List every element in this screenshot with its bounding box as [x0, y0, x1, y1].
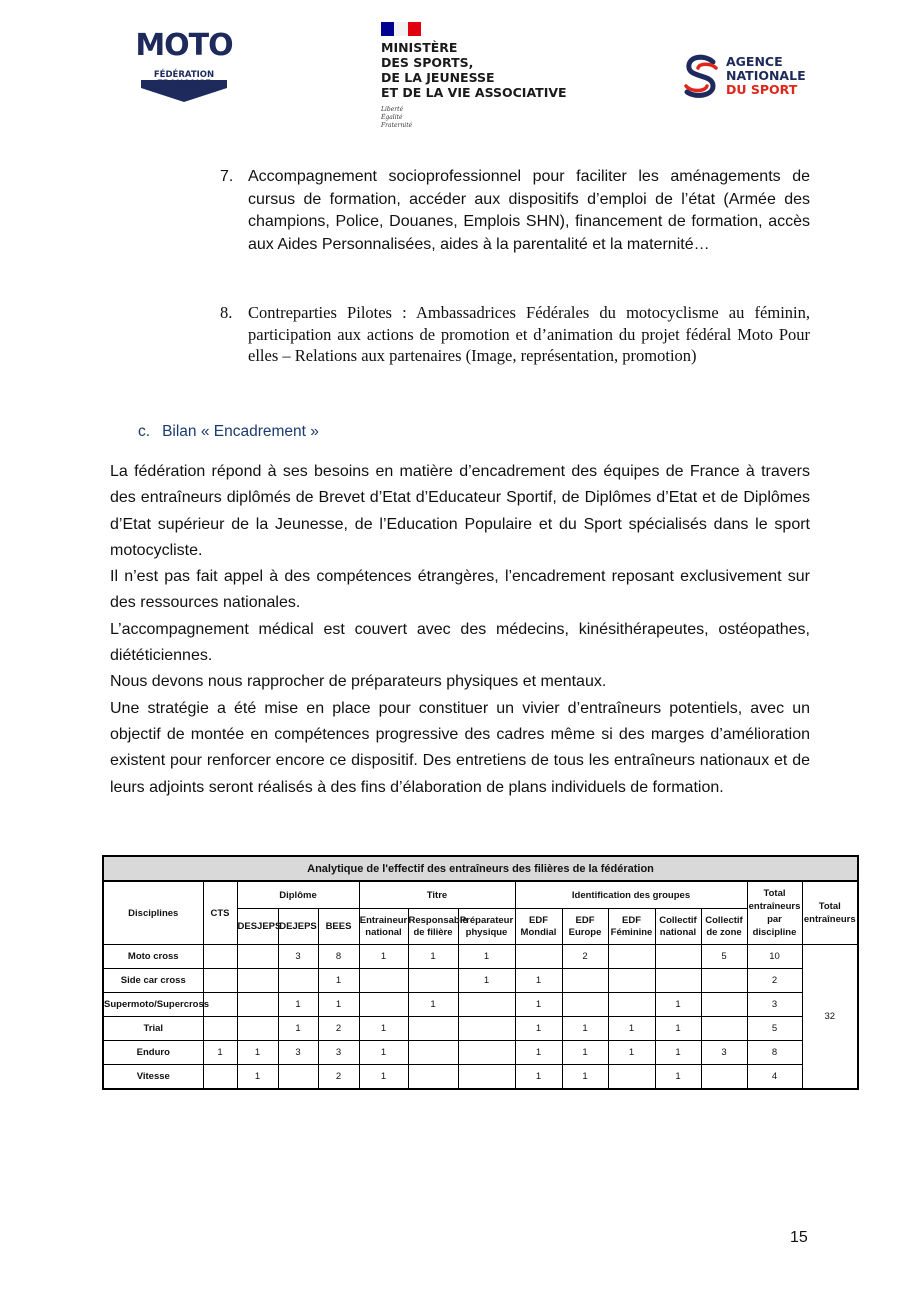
header-bees: BEES — [318, 909, 359, 945]
discipline-cell: Side car cross — [103, 969, 203, 993]
header-edf-europe: EDF Europe — [562, 909, 608, 945]
table-cell: 1 — [515, 1065, 562, 1090]
table-cell: 5 — [701, 945, 747, 969]
table-cell: 1 — [278, 993, 318, 1017]
table-cell: 1 — [562, 1065, 608, 1090]
table-cell: 1 — [562, 1017, 608, 1041]
section-heading — [138, 423, 319, 441]
table-cell — [203, 1017, 237, 1041]
table-cell: 1 — [237, 1065, 278, 1090]
table-cell: 1 — [458, 945, 515, 969]
table-cell: 10 — [747, 945, 802, 969]
table-cell — [458, 1065, 515, 1090]
table-cell — [608, 969, 655, 993]
header-preparateur-physique: Préparateur physique — [458, 909, 515, 945]
table-cell: 3 — [278, 945, 318, 969]
body-paragraphs — [110, 459, 810, 801]
table-cell: 1 — [237, 1041, 278, 1065]
table-cell — [408, 1017, 458, 1041]
table-cell: 1 — [408, 945, 458, 969]
table-cell — [203, 945, 237, 969]
table-cell — [655, 969, 701, 993]
table-cell: 3 — [318, 1041, 359, 1065]
ministry-line-2: DES SPORTS, — [381, 55, 474, 70]
header-diplome: Diplôme — [237, 881, 359, 909]
grand-total-cell: 32 — [802, 945, 858, 1090]
header-edf-mondial: EDF Mondial — [515, 909, 562, 945]
table-cell: 3 — [747, 993, 802, 1017]
table-row — [103, 1017, 858, 1041]
paragraph: La fédération répond à ses besoins en matière d’encadrement des équipes de France à travers des entraîneurs diplômés de Brevet d’Etat d’Educateur Sportif, de Diplômes d’Etat et de Diplômes d’Etat supérieur de la Jeunesse, de l’Education Populaire et du Sport spécialisés dans le sport motocycliste. — [110, 463, 810, 559]
table-cell — [701, 1065, 747, 1090]
header-total-discipline: Total entraîneurs par discipline — [747, 881, 802, 945]
paragraph: Il n’est pas fait appel à des compétences étrangères, l’encadrement reposant exclusivement sur des ressources nationales. — [110, 568, 810, 612]
paragraph: Une stratégie a été mise en place pour constituer un vivier d’entraîneurs potentiels, avec un objectif de montée en compétences progressive des cadres même si des marges d’amélioration existent pour renforcer encore ce dispositif. Des entretiens de tous les entraîneurs nationaux et de leurs adjoints seront réalisés à des fins d’élaboration de plans individuels de formation. — [110, 699, 810, 796]
header-identification: Identification des groupes — [515, 881, 747, 909]
table-cell: 5 — [747, 1017, 802, 1041]
list-item-8 — [220, 302, 810, 367]
table-cell: 1 — [278, 1017, 318, 1041]
table-cell: 1 — [608, 1017, 655, 1041]
table-cell: 4 — [747, 1065, 802, 1090]
discipline-cell: Moto cross — [103, 945, 203, 969]
header-cts: CTS — [203, 881, 237, 945]
discipline-cell: Enduro — [103, 1041, 203, 1065]
header-entraineur-national: Entraineur national — [359, 909, 408, 945]
header-responsable-filiere: Responsable de filière — [408, 909, 458, 945]
table-cell — [203, 969, 237, 993]
table-cell: 1 — [408, 993, 458, 1017]
table-cell: 1 — [608, 1041, 655, 1065]
section-title: Bilan « Encadrement » — [162, 423, 319, 440]
table-cell: 1 — [203, 1041, 237, 1065]
discipline-cell: Trial — [103, 1017, 203, 1041]
header-disciplines: Disciplines — [103, 881, 203, 945]
ans-line-1: AGENCE — [726, 54, 783, 69]
discipline-cell: Supermoto/Supercross — [103, 993, 203, 1017]
item-text: Contreparties Pilotes : Ambassadrices Fédérales du motocyclisme au féminin, participation aux actions de promotion et d’animation du projet fédéral Moto Pour elles – Relations aux partenaires (Image, représentation, promotion) — [248, 303, 810, 365]
table-cell: 2 — [318, 1065, 359, 1090]
motto-liberte: Liberté — [381, 106, 404, 113]
table-row — [103, 1041, 858, 1065]
ffm-logo — [131, 28, 237, 104]
table-cell: 1 — [318, 969, 359, 993]
table-cell — [562, 969, 608, 993]
table-cell — [359, 969, 408, 993]
ministry-line-1: MINISTÈRE — [381, 40, 458, 55]
item-text: Accompagnement socioprofessionnel pour faciliter les aménagements de cursus de formation, accéder aux dispositifs d’emploi de l’état (Armée des champions, Police, Douanes, Emplois SHN), financement de formation, accès aux Aides Personnalisées, aides à la parentalité et la maternité… — [248, 168, 810, 253]
ministry-line-4: ET DE LA VIE ASSOCIATIVE — [381, 85, 567, 100]
table-cell: 8 — [318, 945, 359, 969]
table-cell — [608, 1065, 655, 1090]
header-total: Total entraîneurs — [802, 881, 858, 945]
table-cell — [608, 993, 655, 1017]
table-cell — [458, 993, 515, 1017]
table-cell — [701, 1017, 747, 1041]
table-cell — [408, 1065, 458, 1090]
paragraph: Nous devons nous rapprocher de préparateurs physiques et mentaux. — [110, 673, 607, 691]
table-row — [103, 1065, 858, 1090]
table-cell — [701, 993, 747, 1017]
table-cell: 1 — [359, 1017, 408, 1041]
french-flag-icon — [381, 22, 421, 36]
table-cell: 1 — [515, 1041, 562, 1065]
table-cell: 3 — [278, 1041, 318, 1065]
table-cell: 2 — [318, 1017, 359, 1041]
header-collectif-national: Collectif national — [655, 909, 701, 945]
table-cell: 1 — [359, 945, 408, 969]
header-edf-feminine: EDF Féminine — [608, 909, 655, 945]
table-cell — [655, 945, 701, 969]
agence-nationale-sport-logo — [683, 52, 823, 102]
table-cell: 1 — [458, 969, 515, 993]
table-cell: 1 — [655, 1041, 701, 1065]
table-cell — [515, 945, 562, 969]
item-number: 7. — [220, 168, 234, 185]
table-body — [103, 945, 858, 1090]
list-item-7 — [220, 166, 810, 256]
table-cell — [458, 1041, 515, 1065]
header-desjeps: DESJEPS — [237, 909, 278, 945]
table-cell: 1 — [359, 1065, 408, 1090]
table-cell: 8 — [747, 1041, 802, 1065]
table-cell: 1 — [515, 969, 562, 993]
table-cell — [237, 993, 278, 1017]
table-cell: 1 — [359, 1041, 408, 1065]
table-row — [103, 993, 858, 1017]
ministry-line-3: DE LA JEUNESSE — [381, 70, 495, 85]
table-cell — [701, 969, 747, 993]
table-cell: 1 — [318, 993, 359, 1017]
table-cell — [359, 993, 408, 1017]
header-collectif-zone: Collectif de zone — [701, 909, 747, 945]
federation-text: FÉDÉRATION — [153, 70, 215, 80]
item-number: 8. — [220, 303, 233, 322]
table-row — [103, 945, 858, 969]
table-cell: 2 — [562, 945, 608, 969]
moto-wordmark: MOTO — [135, 28, 233, 63]
table-title: Analytique de l'effectif des entraîneurs des filières de la fédération — [103, 856, 858, 881]
table-row — [103, 969, 858, 993]
table-cell — [408, 969, 458, 993]
header-dejeps: DEJEPS — [278, 909, 318, 945]
table-cell: 2 — [747, 969, 802, 993]
table-cell — [408, 1041, 458, 1065]
table-cell — [608, 945, 655, 969]
table-cell — [278, 969, 318, 993]
ans-line-2: NATIONALE — [726, 68, 806, 83]
table-cell — [237, 1017, 278, 1041]
table-cell: 1 — [515, 993, 562, 1017]
ministry-logo — [381, 22, 591, 134]
table-cell — [203, 1065, 237, 1090]
coaches-table — [102, 855, 859, 1090]
table-cell: 3 — [701, 1041, 747, 1065]
motto-fraternite: Fraternité — [381, 122, 413, 129]
table-cell: 1 — [655, 1065, 701, 1090]
ans-line-3: DU SPORT — [726, 82, 798, 97]
table-cell — [458, 1017, 515, 1041]
francaise-text: FRANÇAISE — [157, 79, 211, 89]
table-cell: 1 — [655, 993, 701, 1017]
table-cell: 1 — [515, 1017, 562, 1041]
section-letter: c. — [138, 423, 151, 440]
table-cell — [562, 993, 608, 1017]
table-cell — [237, 969, 278, 993]
page-number: 15 — [790, 1229, 808, 1246]
table-cell — [237, 945, 278, 969]
table-cell: 1 — [655, 1017, 701, 1041]
table-cell: 1 — [562, 1041, 608, 1065]
header-titre: Titre — [359, 881, 515, 909]
paragraph: L’accompagnement médical est couvert avec des médecins, kinésithérapeutes, ostéopathes, diététiciennes. — [110, 620, 810, 665]
ans-s-icon — [683, 54, 719, 100]
discipline-cell: Vitesse — [103, 1065, 203, 1090]
motto-egalite: Égalité — [381, 114, 403, 121]
table-cell — [278, 1065, 318, 1090]
